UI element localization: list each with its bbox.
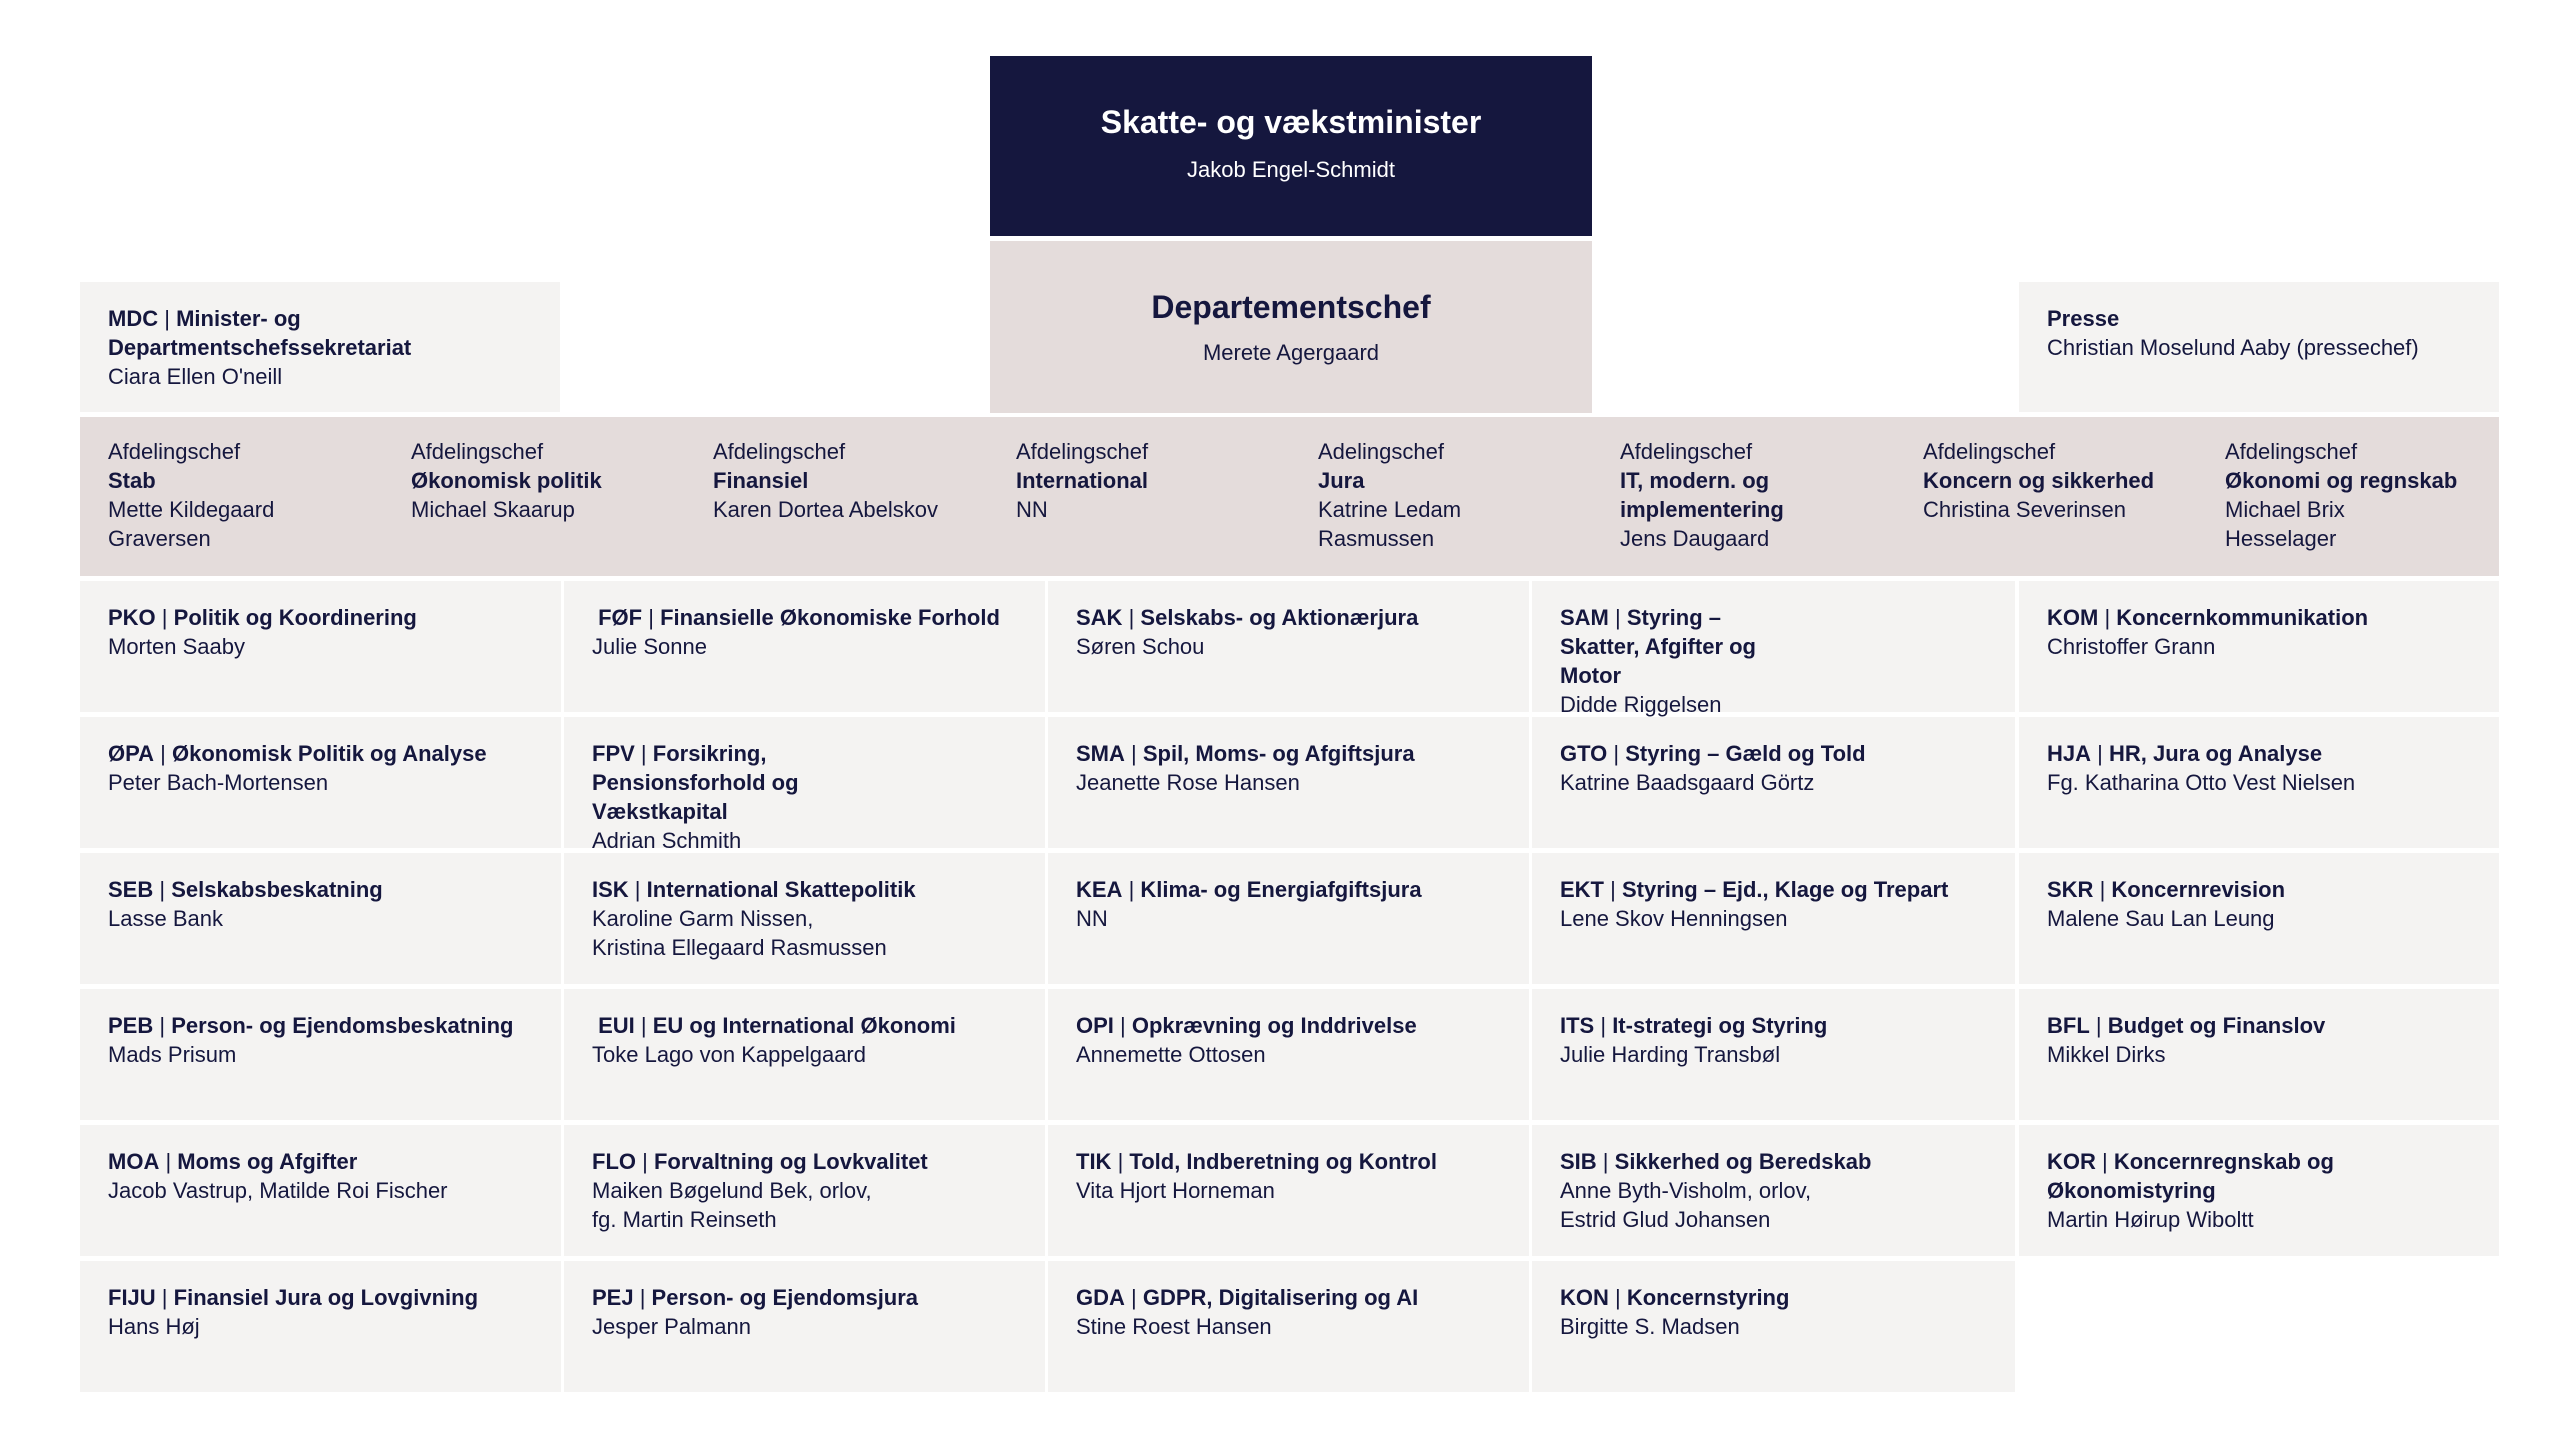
unit-cell xyxy=(1532,1261,2015,1392)
unit-code: SMA xyxy=(1076,741,1125,766)
unit-leader-name: Mikkel Dirks xyxy=(2047,1042,2166,1067)
mdc-title: Minister- og Departmentschefssekretariat xyxy=(108,306,412,360)
unit-cell xyxy=(2019,853,2499,984)
unit-heading xyxy=(1560,1283,1987,1312)
unit-heading xyxy=(2047,1147,2337,1205)
unit-code: PKO xyxy=(108,605,156,630)
unit-title: International Skattepolitik xyxy=(646,877,916,902)
unit-title: Koncernregnskab og Økonomistyring xyxy=(2047,1149,2334,1203)
unit-leader-name: Karoline Garm Nissen, Kristina Ellegaard Rasmussen xyxy=(592,906,887,960)
afdelingschef-finansiel xyxy=(713,437,983,524)
mdc-box xyxy=(80,282,560,412)
afdelingschefer-band xyxy=(80,417,2499,576)
minister-name: Jakob Engel-Schmidt xyxy=(1187,157,1395,182)
unit-code: SEB xyxy=(108,877,154,902)
separator: | xyxy=(2089,1013,2108,1038)
unit-heading xyxy=(1560,875,1987,904)
separator: | xyxy=(1113,1013,1132,1038)
unit-title: Styring – Gæld og Told xyxy=(1625,741,1866,766)
unit-cell xyxy=(564,717,1045,853)
unit-heading xyxy=(1076,875,1501,904)
unit-title: Forsikring, Pensionsforhold og Vækstkapital xyxy=(592,741,799,824)
chief-name: Mette Kildegaard Graversen xyxy=(108,497,275,551)
unit-cell xyxy=(1048,581,1529,712)
separator: | xyxy=(153,877,172,902)
unit-heading xyxy=(108,603,533,632)
unit-code: FLO xyxy=(592,1149,636,1174)
unit-title: Styring – Ejd., Klage og Trepart xyxy=(1621,877,1949,902)
separator: | xyxy=(159,1149,178,1174)
unit-heading xyxy=(108,1283,533,1312)
unit-cell xyxy=(1048,1125,1529,1256)
chief-name: Jens Daugaard xyxy=(1620,526,1770,551)
separator: | xyxy=(1594,1013,1613,1038)
unit-code: ØPA xyxy=(108,741,155,766)
departementschef-name: Merete Agergaard xyxy=(1202,340,1380,365)
unit-title: Politik og Koordinering xyxy=(173,605,417,630)
unit-title: Finansiel Jura og Lovgivning xyxy=(173,1285,479,1310)
unit-heading xyxy=(1560,603,1790,690)
chief-unit: Jura xyxy=(1318,468,1365,493)
unit-code: MOA xyxy=(108,1149,160,1174)
unit-cell xyxy=(564,989,1045,1120)
unit-title: Koncernstyring xyxy=(1626,1285,1790,1310)
unit-title: Moms og Afgifter xyxy=(177,1149,358,1174)
separator: | xyxy=(634,741,653,766)
unit-code: ISK xyxy=(592,877,629,902)
chief-unit: Økonomisk politik xyxy=(411,468,602,493)
chief-role: Afdelingschef xyxy=(713,439,846,464)
unit-code: OPI xyxy=(1076,1013,1114,1038)
chief-unit: Koncern og sikkerhed xyxy=(1923,468,2155,493)
unit-title: Klima- og Energiafgiftsjura xyxy=(1140,877,1422,902)
unit-cell xyxy=(80,989,561,1120)
unit-leader-name: Jacob Vastrup, Matilde Roi Fischer xyxy=(108,1178,448,1203)
unit-leader-name: Didde Riggelsen xyxy=(1560,692,1722,717)
unit-heading xyxy=(108,1147,533,1176)
separator: | xyxy=(155,1285,174,1310)
unit-code: TIK xyxy=(1076,1149,1112,1174)
unit-title: Styring – Skatter, Afgifter og Motor xyxy=(1560,605,1756,688)
unit-heading xyxy=(1076,1011,1501,1040)
unit-heading xyxy=(1076,1147,1501,1176)
chief-role: Afdelingschef xyxy=(411,439,544,464)
unit-cell xyxy=(2019,989,2499,1120)
unit-title: Økonomisk Politik og Analyse xyxy=(172,741,487,766)
separator: | xyxy=(1604,877,1622,902)
chief-role: Afdelingschef xyxy=(108,439,241,464)
unit-cell xyxy=(2019,581,2499,712)
unit-title: Koncernkommunikation xyxy=(2116,605,2369,630)
unit-cell xyxy=(80,1125,561,1256)
unit-heading xyxy=(592,1283,1017,1312)
afdelingschef-okonomisk-politik xyxy=(411,437,681,524)
mdc-name: Ciara Ellen O'neill xyxy=(108,364,283,389)
unit-cell xyxy=(1048,717,1529,848)
unit-heading xyxy=(2047,875,2471,904)
mdc-code: MDC xyxy=(108,306,159,331)
unit-title: HR, Jura og Analyse xyxy=(2108,741,2323,766)
chief-unit: Økonomi og regnskab xyxy=(2225,468,2458,493)
unit-title: Koncernrevision xyxy=(2111,877,2286,902)
separator: | xyxy=(1608,1285,1627,1310)
unit-code: SAK xyxy=(1076,605,1123,630)
separator: | xyxy=(155,605,174,630)
unit-leader-name: Morten Saaby xyxy=(108,634,245,659)
chief-unit: Stab xyxy=(108,468,156,493)
unit-title: Selskabsbeskatning xyxy=(171,877,383,902)
minister-box xyxy=(990,56,1592,236)
unit-code: SIB xyxy=(1560,1149,1597,1174)
separator: | xyxy=(1122,605,1141,630)
unit-code: KOR xyxy=(2047,1149,2096,1174)
unit-cell xyxy=(80,1261,561,1392)
unit-leader-name: Vita Hjort Horneman xyxy=(1076,1178,1275,1203)
unit-code: PEJ xyxy=(592,1285,634,1310)
unit-leader-name: Julie Sonne xyxy=(592,634,707,659)
unit-title: Told, Indberetning og Kontrol xyxy=(1129,1149,1437,1174)
separator: | xyxy=(636,1149,654,1174)
unit-leader-name: Mads Prisum xyxy=(108,1042,237,1067)
afdelingschef-okonomi xyxy=(2225,437,2495,553)
chief-name: Michael Brix Hesselager xyxy=(2225,497,2345,551)
unit-title: Finansielle Økonomiske Forhold xyxy=(660,605,1000,630)
unit-leader-name: Fg. Katharina Otto Vest Nielsen xyxy=(2047,770,2356,795)
unit-heading xyxy=(592,1011,1017,1040)
unit-leader-name: Anne Byth-Visholm, orlov, Estrid Glud Johansen xyxy=(1560,1178,1812,1232)
unit-code: GTO xyxy=(1560,741,1608,766)
unit-title: GDPR, Digitalisering og AI xyxy=(1142,1285,1419,1310)
afdelingschef-koncern xyxy=(1923,437,2193,524)
separator: | xyxy=(1122,877,1141,902)
separator: | xyxy=(1596,1149,1615,1174)
unit-leader-name: Lasse Bank xyxy=(108,906,223,931)
unit-code: HJA xyxy=(2047,741,2092,766)
chief-name: Michael Skaarup xyxy=(411,497,575,522)
unit-cell xyxy=(1532,717,2015,848)
unit-cell xyxy=(1048,989,1529,1120)
unit-cell xyxy=(2019,717,2499,848)
separator: | xyxy=(2093,877,2112,902)
unit-leader-name: Toke Lago von Kappelgaard xyxy=(592,1042,866,1067)
unit-title: Sikkerhed og Beredskab xyxy=(1614,1149,1872,1174)
chief-name: Christina Severinsen xyxy=(1923,497,2126,522)
unit-leader-name: Martin Høirup Wiboltt xyxy=(2047,1207,2254,1232)
separator: | xyxy=(1124,1285,1143,1310)
unit-cell xyxy=(564,1125,1045,1256)
chief-role: Afdelingschef xyxy=(1016,439,1149,464)
unit-leader-name: Birgitte S. Madsen xyxy=(1560,1314,1740,1339)
presse-title: Presse xyxy=(2047,306,2120,331)
unit-code: KOM xyxy=(2047,605,2099,630)
separator: | xyxy=(628,877,647,902)
afdelingschef-jura xyxy=(1318,437,1588,553)
unit-heading xyxy=(1560,739,1987,768)
separator: | xyxy=(153,1013,172,1038)
chief-unit: Finansiel xyxy=(713,468,809,493)
unit-leader-name: NN xyxy=(1076,906,1108,931)
presse-box xyxy=(2019,282,2499,412)
unit-code: ITS xyxy=(1560,1013,1595,1038)
unit-leader-name: Christoffer Grann xyxy=(2047,634,2216,659)
separator: | xyxy=(634,1013,653,1038)
unit-cell xyxy=(80,581,561,712)
unit-cell xyxy=(1532,853,2015,984)
chief-name: Karen Dortea Abelskov xyxy=(713,497,939,522)
unit-cell xyxy=(1532,989,2015,1120)
unit-cell xyxy=(2019,1125,2499,1256)
separator: | xyxy=(633,1285,652,1310)
unit-leader-name: Annemette Ottosen xyxy=(1076,1042,1266,1067)
unit-leader-name: Julie Harding Transbøl xyxy=(1560,1042,1781,1067)
unit-leader-name: Lene Skov Henningsen xyxy=(1560,906,1788,931)
unit-heading xyxy=(1560,1011,1987,1040)
unit-code: FPV xyxy=(592,741,635,766)
unit-leader-name: Malene Sau Lan Leung xyxy=(2047,906,2275,931)
unit-title: It-strategi og Styring xyxy=(1612,1013,1828,1038)
separator: | xyxy=(2098,605,2117,630)
chief-role: Adelingschef xyxy=(1318,439,1444,464)
unit-cell xyxy=(1532,1125,2015,1256)
unit-cell xyxy=(1048,1261,1529,1392)
departementschef-box xyxy=(990,241,1592,413)
chief-unit: IT, modern. og implementering xyxy=(1620,468,1784,522)
unit-heading xyxy=(2047,603,2471,632)
unit-heading xyxy=(2047,1011,2471,1040)
separator: | xyxy=(154,741,172,766)
unit-code: KON xyxy=(1560,1285,1609,1310)
unit-leader-name: Katrine Baadsgaard Görtz xyxy=(1560,770,1815,795)
unit-leader-name: Jesper Palmann xyxy=(592,1314,751,1339)
unit-title: Person- og Ejendomsbeskatning xyxy=(171,1013,514,1038)
unit-heading xyxy=(592,739,932,826)
unit-title: Selskabs- og Aktionærjura xyxy=(1140,605,1419,630)
unit-cell xyxy=(1532,581,2015,717)
unit-title: EU og International Økonomi xyxy=(652,1013,956,1038)
unit-title: Spil, Moms- og Afgiftsjura xyxy=(1142,741,1415,766)
chief-role: Afdelingschef xyxy=(1620,439,1753,464)
unit-title: Person- og Ejendomsjura xyxy=(651,1285,919,1310)
unit-leader-name: Maiken Bøgelund Bek, orlov, fg. Martin Reinseth xyxy=(592,1178,872,1232)
unit-code: BFL xyxy=(2047,1013,2090,1038)
unit-code: PEB xyxy=(108,1013,154,1038)
unit-heading xyxy=(1076,1283,1501,1312)
unit-title: Budget og Finanslov xyxy=(2107,1013,2326,1038)
unit-cell xyxy=(80,717,561,848)
unit-code: EUI xyxy=(592,1013,635,1038)
chief-name: Katrine Ledam Rasmussen xyxy=(1318,497,1462,551)
afdelingschef-stab xyxy=(108,437,378,553)
unit-heading xyxy=(108,739,533,768)
chief-unit: International xyxy=(1016,468,1149,493)
unit-cell xyxy=(564,853,1045,984)
unit-code: SAM xyxy=(1560,605,1609,630)
separator: | xyxy=(642,605,661,630)
minister-title: Skatte- og vækstminister xyxy=(1100,104,1482,140)
separator: | xyxy=(1124,741,1143,766)
separator: | xyxy=(158,306,177,331)
unit-heading xyxy=(592,875,1017,904)
unit-leader-name: Søren Schou xyxy=(1076,634,1205,659)
unit-heading xyxy=(108,1011,533,1040)
unit-code: FØF xyxy=(592,605,643,630)
unit-cell xyxy=(564,581,1045,712)
unit-leader-name: Adrian Schmith xyxy=(592,828,742,853)
chief-role: Afdelingschef xyxy=(1923,439,2056,464)
unit-title: Forvaltning og Lovkvalitet xyxy=(653,1149,928,1174)
unit-leader-name: Peter Bach-Mortensen xyxy=(108,770,329,795)
chief-name: NN xyxy=(1016,497,1048,522)
unit-leader-name: Jeanette Rose Hansen xyxy=(1076,770,1300,795)
unit-leader-name: Hans Høj xyxy=(108,1314,200,1339)
afdelingschef-international xyxy=(1016,437,1286,524)
unit-heading xyxy=(2047,739,2471,768)
separator: | xyxy=(1608,605,1627,630)
unit-code: SKR xyxy=(2047,877,2094,902)
unit-heading xyxy=(1076,739,1501,768)
departementschef-title: Departementschef xyxy=(1151,289,1431,325)
presse-name: Christian Moselund Aaby (pressechef) xyxy=(2047,335,2419,360)
separator: | xyxy=(2091,741,2109,766)
chief-role: Afdelingschef xyxy=(2225,439,2358,464)
unit-heading xyxy=(108,875,533,904)
unit-heading xyxy=(592,603,1017,632)
unit-code: GDA xyxy=(1076,1285,1125,1310)
unit-code: EKT xyxy=(1560,877,1604,902)
unit-heading xyxy=(1076,603,1501,632)
unit-cell xyxy=(1048,853,1529,984)
unit-leader-name: Stine Roest Hansen xyxy=(1076,1314,1272,1339)
unit-cell xyxy=(80,853,561,984)
unit-heading xyxy=(1560,1147,1987,1176)
afdelingschef-it xyxy=(1620,437,1890,553)
separator: | xyxy=(2095,1149,2114,1174)
unit-cell xyxy=(564,1261,1045,1392)
separator: | xyxy=(1111,1149,1130,1174)
unit-code: FIJU xyxy=(108,1285,156,1310)
unit-code: KEA xyxy=(1076,877,1123,902)
unit-heading xyxy=(592,1147,1017,1176)
unit-title: Opkrævning og Inddrivelse xyxy=(1131,1013,1417,1038)
separator: | xyxy=(1607,741,1626,766)
